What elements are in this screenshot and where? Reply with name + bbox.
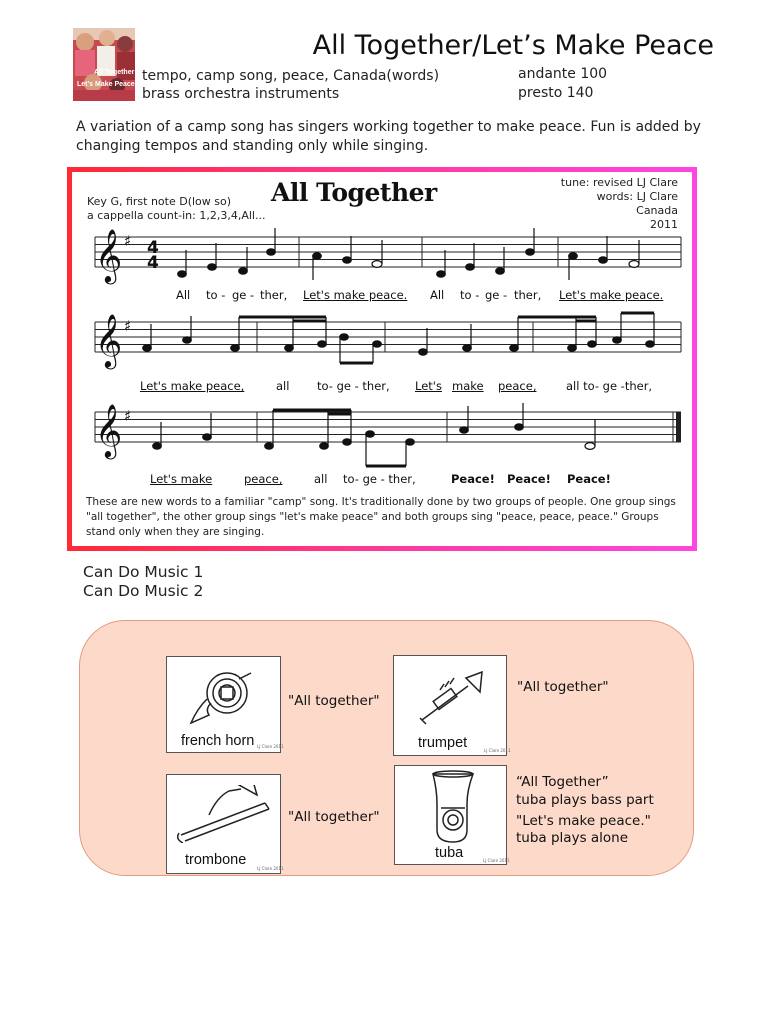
lyric: All xyxy=(430,288,445,302)
treble-clef-icon: 𝄞 xyxy=(95,403,123,457)
french-horn-quote: "All together" xyxy=(288,693,380,709)
tuba-label: tuba xyxy=(435,845,464,861)
key-signature-sharp: ♯ xyxy=(124,232,132,250)
can-do-music-2: Can Do Music 2 xyxy=(83,582,204,600)
lyric: to- ge - ther, xyxy=(317,379,390,393)
notes-staff-1 xyxy=(178,228,639,280)
lyric: Let's make xyxy=(150,472,213,486)
card-credit: LJ Clare 2011 xyxy=(257,866,284,871)
key-info: Key G, first note D(low so) xyxy=(87,195,232,208)
subject-line-2: brass orchestra instruments xyxy=(142,86,340,102)
thumbnail-text-2: Let's Make Peace xyxy=(77,81,135,88)
tuba-quote-1: “All Together” xyxy=(516,774,609,790)
lyric: all to- ge -ther, xyxy=(566,379,653,393)
tempo-andante: andante 100 xyxy=(518,66,608,82)
lyric: Peace! xyxy=(507,472,551,486)
header-photo xyxy=(73,28,135,101)
credit-line: Canada xyxy=(636,204,678,217)
key-signature-sharp: ♯ xyxy=(124,317,132,335)
song-notes: These are new words to a familiar "camp" song. It's traditionally done by two groups of people. One group sings "all together", the other group sings "let's make peace" and both groups sing "peace, peace, peace." Groups stand only when they are singing. xyxy=(86,496,676,538)
lyric: peace, xyxy=(498,379,537,393)
tempo-presto: presto 140 xyxy=(518,85,594,101)
card-credit: LJ Clare 2011 xyxy=(484,748,511,753)
lyric: Let's make peace. xyxy=(559,288,664,302)
lyric: All xyxy=(176,288,191,302)
subject-line-1: tempo, camp song, peace, Canada(words) xyxy=(142,68,440,84)
trombone-label: trombone xyxy=(185,852,247,868)
credit-line: 2011 xyxy=(650,218,678,231)
lyric: Let's make peace, xyxy=(140,379,245,393)
tune-credit xyxy=(561,176,678,232)
time-signature-bottom: 4 xyxy=(147,253,159,273)
treble-clef-icon: 𝄞 xyxy=(95,313,123,367)
lyric: Peace! xyxy=(451,472,495,486)
tuba-quote-3: "Let's make peace." xyxy=(516,813,651,829)
lyric: ther, xyxy=(260,288,288,302)
final-barline xyxy=(676,412,681,442)
lyric: ther, xyxy=(514,288,542,302)
intro-paragraph: A variation of a camp song has singers working together to make peace. Fun is added by changing tempos and standing only while singing. xyxy=(76,119,701,154)
lyric: Let's xyxy=(415,379,442,393)
credit-line: tune: revised LJ Clare xyxy=(560,176,678,189)
tuba-quote-4: tuba plays alone xyxy=(516,830,629,846)
french-horn-label: french horn xyxy=(181,733,255,749)
trombone-quote: "All together" xyxy=(288,809,380,825)
can-do-music-1: Can Do Music 1 xyxy=(83,563,204,581)
french-horn-icon xyxy=(187,665,259,727)
trumpet-card xyxy=(393,655,511,756)
key-signature-sharp: ♯ xyxy=(124,407,132,425)
treble-clef-icon: 𝄞 xyxy=(95,228,123,282)
lyric: to - xyxy=(206,288,226,302)
lyric: all xyxy=(276,379,290,393)
notes-staff-2 xyxy=(143,313,655,363)
lyric: Let's make peace. xyxy=(303,288,408,302)
lyric: Peace! xyxy=(567,472,611,486)
staff-3 xyxy=(95,412,681,442)
lyric: all xyxy=(314,472,328,486)
tuba-quote-2: tuba plays bass part xyxy=(516,792,654,808)
lyric: to - xyxy=(460,288,480,302)
trombone-icon xyxy=(173,785,277,843)
time-signature-top: 4 xyxy=(147,238,159,258)
song-title: All Together xyxy=(271,178,437,207)
card-credit: LJ Clare 2011 xyxy=(257,744,284,749)
french-horn-card xyxy=(166,656,284,753)
trombone-card xyxy=(166,774,284,874)
tuba-card xyxy=(394,765,510,865)
lyric: ge - xyxy=(485,288,508,302)
page-title: All Together/Let’s Make Peace xyxy=(312,30,714,61)
lyric: peace, xyxy=(244,472,283,486)
credit-line: words: LJ Clare xyxy=(596,190,678,203)
lyric: to- ge - ther, xyxy=(343,472,416,486)
staff-1 xyxy=(95,237,681,267)
trumpet-icon xyxy=(416,668,486,726)
card-credit: LJ Clare 2011 xyxy=(483,858,510,863)
tuba-icon xyxy=(423,770,483,846)
lyric: make xyxy=(452,379,484,393)
count-in-info: a cappella count-in: 1,2,3,4,All... xyxy=(87,209,266,222)
thumbnail-text-1: All Together xyxy=(94,69,135,76)
lyric: ge - xyxy=(232,288,255,302)
trumpet-quote: "All together" xyxy=(517,679,609,695)
trumpet-label: trumpet xyxy=(418,735,468,751)
